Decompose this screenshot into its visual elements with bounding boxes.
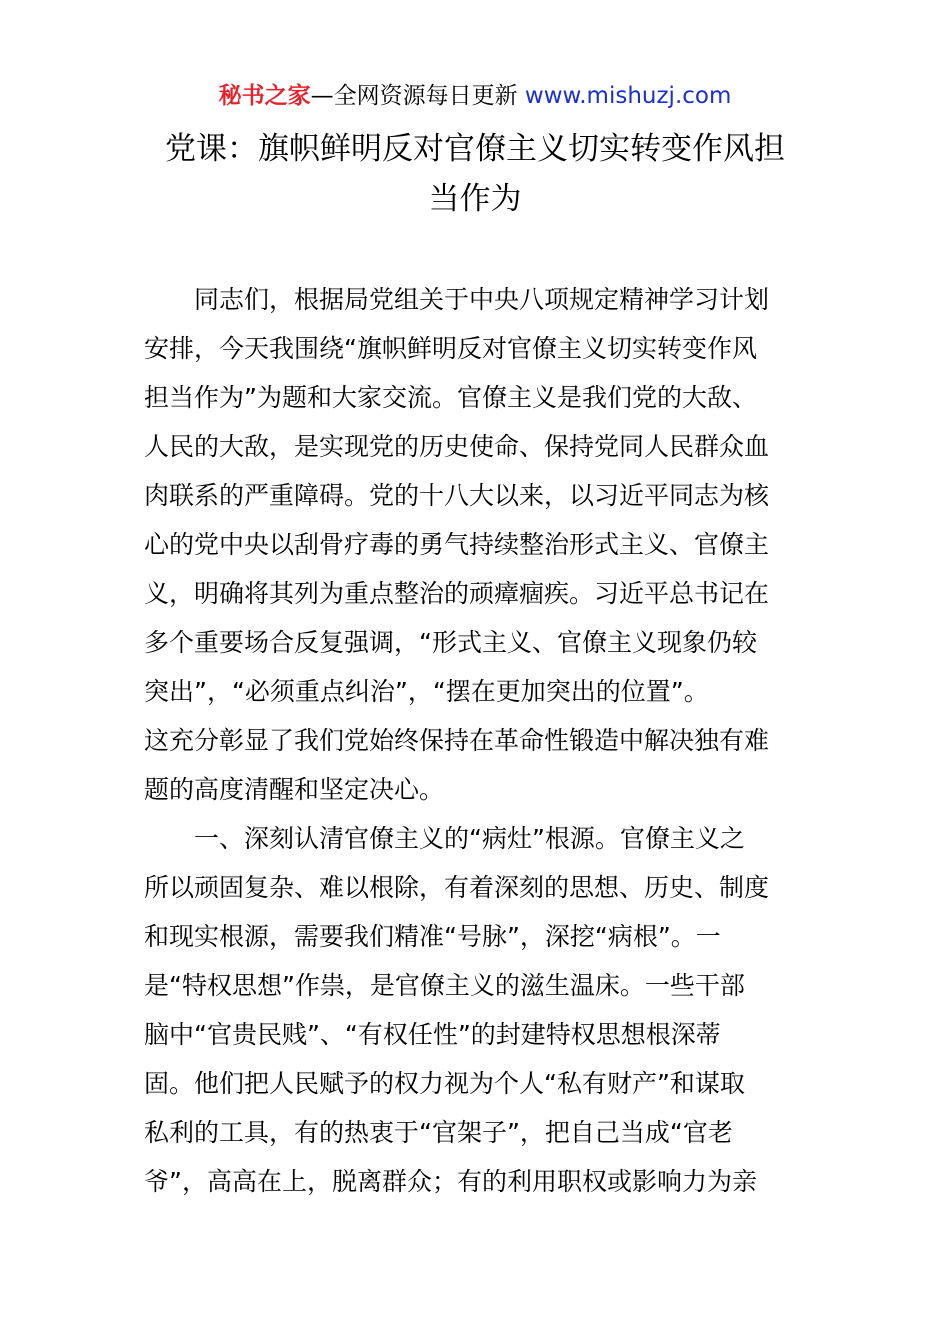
body-line: 爷”，高高在上，脱离群众；有的利用职权或影响力为亲 [144,1167,757,1196]
document-body [144,275,806,1206]
body-line: 义，明确将其列为重点整治的顽瘴痼疾。习近平总书记在 [144,579,770,608]
body-line: 人民的大敌，是实现党的历史使命、保持党同人民群众血 [144,432,770,461]
site-url[interactable]: www.mishuzj.com [524,83,732,109]
body-line: 多个重要场合反复强调，“形式主义、官僚主义现象仍较 [144,628,757,657]
body-line: 这充分彰显了我们党始终保持在革命性锻造中解决独有难 [144,726,770,755]
site-header [0,80,950,112]
document-title [140,124,810,224]
body-line: 脑中“官贵民贱”、“有权任性”的封建特权思想根深蒂 [144,1020,721,1049]
header-tagline: —全网资源每日更新 [310,83,518,109]
body-line: 担当作为”为题和大家交流。官僚主义是我们党的大敌、 [144,383,757,412]
body-line: 安排，今天我围绕“旗帜鲜明反对官僚主义切实转变作风 [144,334,757,363]
body-line: 题的高度清醒和坚定决心。 [144,775,445,804]
body-line: 突出”，“必须重点纠治”，“摆在更加突出的位置”。 [144,677,709,706]
body-line: 固。他们把人民赋予的权力视为个人“私有财产”和谋取 [144,1069,745,1098]
body-line: 是“特权思想”作祟，是官僚主义的滋生温床。一些干部 [144,971,745,1000]
brand-name: 秘书之家 [218,83,311,109]
body-line: 私利的工具，有的热衷于“官架子”，把自己当成“官老 [144,1118,733,1147]
body-line: 肉联系的严重障碍。党的十八大以来，以习近平同志为核 [144,481,770,510]
title-line: 当作为 [428,181,522,217]
body-line: 心的党中央以刮骨疗毒的勇气持续整治形式主义、官僚主 [144,530,770,559]
body-line: 所以顽固复杂、难以根除，有着深刻的思想、历史、制度 [144,873,770,902]
body-line: 和现实根源，需要我们精准“号脉”，深挖“病根”。一 [144,922,721,951]
body-line: 一、深刻认清官僚主义的“病灶”根源。官僚主义之 [194,824,745,853]
title-line: 党课：旗帜鲜明反对官僚主义切实转变作风担 [165,131,785,167]
body-line: 同志们，根据局党组关于中央八项规定精神学习计划 [194,285,770,314]
